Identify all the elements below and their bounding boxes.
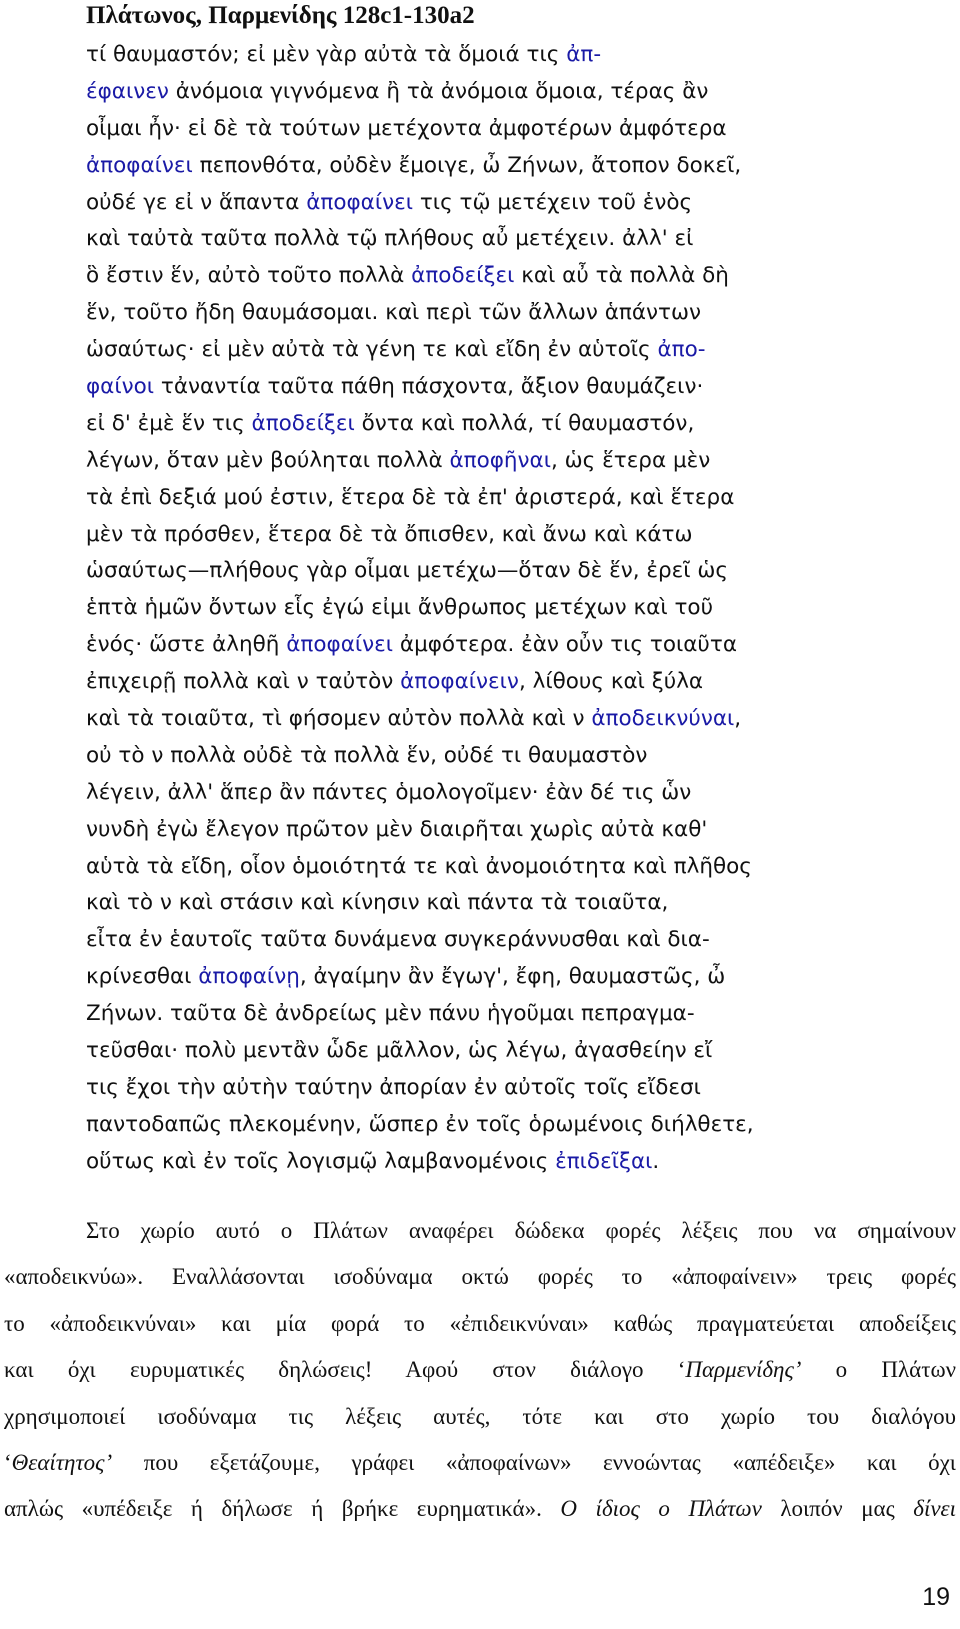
italic-text: Παρμενίδης’ <box>685 1357 802 1383</box>
text-run: καὶ αὖ τὰ πολλὰ δὴ <box>514 263 729 289</box>
quote-heading: Πλάτωνος, Παρμενίδης 128c1-130a2 <box>86 2 475 29</box>
commentary-paragraph <box>4 1208 956 1533</box>
text-run: οὐδέ γε εἰ ν ἅπαντα <box>86 189 307 215</box>
quote-line <box>86 480 946 517</box>
text-run: οὕτως καὶ ἐν τοῖς λογισμῷ λαμβανομένοις <box>86 1148 556 1174</box>
paragraph-line <box>4 1486 956 1532</box>
text-run: , <box>734 706 742 732</box>
highlighted-keyword: ἐπιδεῖξαι <box>555 1148 653 1174</box>
text-run: και όχι ευρυματικές δηλώσεις! Αφού στον διάλογο ‘ <box>4 1357 686 1383</box>
quote-line <box>86 369 946 406</box>
text-run: παντοδαπῶς πλεκομένην, ὥσπερ ἐν τοῖς ὁρωμένοις διήλθετε, <box>86 1111 754 1137</box>
quote-line <box>86 1033 946 1070</box>
quote-line <box>86 1070 946 1107</box>
italic-text: Ο ίδιος ο Πλάτων <box>560 1496 762 1522</box>
highlighted-keyword: ἀπο- <box>657 337 706 363</box>
greek-quote-block <box>86 37 946 1181</box>
text-run: καὶ τὰ τοιαῦτα, τὶ φήσομεν αὐτὸν πολλὰ καὶ ν <box>86 706 592 732</box>
text-run: νυνδὴ ἐγὼ ἔλεγον πρῶτον μὲν διαιρῆται χωρὶς αὐτὰ καθ' <box>86 816 708 842</box>
text-run: το «ἀποδεικνύναι» και μία φορά το «ἐπιδεικνύναι» καθώς πραγματεύεται αποδείξεις <box>4 1310 956 1336</box>
quote-line <box>86 738 946 775</box>
text-run: αὑτὰ τὰ εἴδη, οἷον ὁμοιότητά τε καὶ ἀνομοιότητα καὶ πλῆθος <box>86 853 752 879</box>
text-run: κρίνεσθαι <box>86 964 199 990</box>
quote-line <box>86 627 946 664</box>
text-run: ἑνός· ὥστε ἀληθῆ <box>86 632 287 658</box>
text-run: . <box>652 1148 660 1174</box>
highlighted-keyword: ἀποφαίνει <box>86 152 193 178</box>
highlighted-keyword: ἀποδεικνύναι <box>591 706 735 732</box>
quote-line <box>86 332 946 369</box>
text-run: τί θαυμαστόν; εἰ μὲν γὰρ αὐτὰ τὰ ὅμοιά τις <box>86 42 567 67</box>
quote-line <box>86 406 946 443</box>
highlighted-keyword: ἀποφαίνει <box>286 632 394 658</box>
paragraph-line <box>4 1301 956 1347</box>
quote-line <box>86 37 946 74</box>
quote-line <box>86 443 946 480</box>
paragraph-line <box>4 1254 956 1300</box>
text-run: ὡσαύτως—πλήθους γὰρ οἶμαι μετέχω—ὅταν δὲ ἕν, ἐρεῖ ὡς <box>86 558 729 584</box>
quote-line <box>86 517 946 554</box>
text-run: , ὡς ἕτερα μὲν <box>551 447 711 473</box>
italic-text: Θεαίτητος’ <box>11 1449 113 1475</box>
text-run: εἰ δ' ἐμὲ ἕν τις <box>86 410 252 436</box>
text-run: τεῦσθαι· πολὺ μεντἂν ὧδε μᾶλλον, ὡς λέγω, ἀγασθείην εἴ <box>86 1038 713 1064</box>
quote-line <box>86 258 946 295</box>
text-run: που εξετάζουμε, γράφει «ἀποφαίνων» εννοώντας «απέδειξε» και όχι <box>112 1449 956 1475</box>
text-run: τις τῷ μετέχειν τοῦ ἑνὸς <box>413 189 693 215</box>
text-run: εἶτα ἐν ἑαυτοῖς ταῦτα δυνάμενα συγκεράννυσθαι καὶ δια- <box>86 927 710 953</box>
quote-line <box>86 74 946 111</box>
quote-line <box>86 295 946 332</box>
text-run: λοιπόν μας <box>761 1496 914 1522</box>
quote-line <box>86 959 946 996</box>
highlighted-keyword: ἀποδείξει <box>411 263 515 289</box>
highlighted-keyword: ἀποφαίνειν <box>400 669 519 695</box>
text-run: τὰ ἐπὶ δεξιά μού ἐστιν, ἕτερα δὲ τὰ ἐπ' ἀριστερά, καὶ ἕτερα <box>86 484 735 510</box>
text-run: οἶμαι ἦν· εἰ δὲ τὰ τούτων μετέχοντα ἀμφοτέρων ἀμφότερα <box>86 115 727 141</box>
paragraph-line <box>4 1208 956 1254</box>
highlighted-keyword: ἀπ- <box>566 42 602 67</box>
quote-line <box>86 185 946 222</box>
paragraph-line <box>4 1440 956 1486</box>
text-run: πεπονθότα, οὐδὲν ἔμοιγε, ὦ Ζήνων, ἄτοπον δοκεῖ, <box>192 152 742 178</box>
text-run: τἀναντία ταῦτα πάθη πάσχοντα, ἄξιον θαυμάζειν· <box>154 374 704 400</box>
text-run: ἐπιχειρῇ πολλὰ καὶ ν ταὐτὸν <box>86 669 401 695</box>
text-run: τις ἔχοι τὴν αὐτὴν ταύτην ἀπορίαν ἐν αὐτοῖς τοῖς εἴδεσι <box>86 1074 701 1100</box>
paragraph-line <box>4 1394 956 1440</box>
text-run: , ἀγαίμην ἂν ἔγωγ', ἔφη, θαυμαστῶς, ὦ <box>299 964 726 990</box>
quote-line <box>86 996 946 1033</box>
quote-line <box>86 1144 946 1181</box>
paragraph-line <box>4 1347 956 1393</box>
text-run: Ζήνων. ταῦτα δὲ ἀνδρείως μὲν πάνυ ἡγοῦμαι πεπραγμα- <box>86 1001 695 1027</box>
text-run: ὡσαύτως· εἰ μὲν αὐτὰ τὰ γένη τε καὶ εἴδη ἐν αὑτοῖς <box>86 337 658 363</box>
quote-line <box>86 775 946 812</box>
quote-line <box>86 111 946 148</box>
text-run: απλώς «υπέδειξε ή δήλωσε ή βρήκε ευρηματικά». <box>4 1496 561 1522</box>
text-run: ἀμφότερα. ἐὰν οὖν τις τοιαῦτα <box>393 632 737 658</box>
text-run: λέγων, ὅταν μὲν βούληται πολλὰ <box>86 447 450 473</box>
text-run: καὶ τὸ ν καὶ στάσιν καὶ κίνησιν καὶ πάντα τὰ τοιαῦτα, <box>86 890 669 916</box>
text-run: ἑπτὰ ἡμῶν ὄντων εἷς ἐγώ εἰμι ἄνθρωπος μετέχων καὶ τοῦ <box>86 595 714 621</box>
highlighted-keyword: ἀποφαίνῃ <box>198 964 300 990</box>
highlighted-keyword: ἀποφῆναι <box>449 447 551 473</box>
quote-line <box>86 922 946 959</box>
page-number: 19 <box>922 1583 950 1611</box>
highlighted-keyword: φαίνοι <box>86 374 155 400</box>
text-run: «αποδεικνύω». Εναλλάσονται ισοδύναμα οκτώ φορές το «ἀποφαίνειν» τρεις φορές <box>4 1264 956 1290</box>
text-run: Στο χωρίο αυτό ο Πλάτων αναφέρει δώδεκα φορές λέξεις που να σημαίνουν <box>86 1218 956 1243</box>
text-run: ὄντα καὶ πολλά, τί θαυμαστόν, <box>354 410 695 436</box>
quote-line <box>86 1107 946 1144</box>
quote-line <box>86 664 946 701</box>
highlighted-keyword: ἀποφαίνει <box>306 189 414 215</box>
text-run: καὶ ταὐτὰ ταῦτα πολλὰ τῷ πλήθους αὖ μετέχειν. ἀλλ' εἰ <box>86 226 694 252</box>
text-run: ἀνόμοια γιγνόμενα ἢ τὰ ἀνόμοια ὅμοια, τέρας ἂν <box>168 78 709 104</box>
text-run: ο Πλάτων <box>801 1357 956 1383</box>
text-run: οὐ τὸ ν πολλὰ οὐδὲ τὰ πολλὰ ἕν, οὐδέ τι θαυμαστὸν <box>86 742 648 768</box>
quote-line <box>86 849 946 886</box>
text-run: χρησιμοποιεί ισοδύναμα τις λέξεις αυτές, τότε και στο χωρίο του διαλόγου <box>4 1403 956 1429</box>
quote-line <box>86 590 946 627</box>
text-run: , λίθους καὶ ξύλα <box>518 669 704 695</box>
text-run: ‘ <box>4 1449 12 1475</box>
highlighted-keyword: έφαινεν <box>86 78 169 104</box>
text-run: μὲν τὰ πρόσθεν, ἕτερα δὲ τὰ ὄπισθεν, καὶ ἄνω καὶ κάτω <box>86 521 693 547</box>
quote-line <box>86 701 946 738</box>
quote-line <box>86 221 946 258</box>
text-run: ἕν, τοῦτο ἤδη θαυμάσομαι. καὶ περὶ τῶν ἄλλων ἁπάντων <box>86 300 701 326</box>
quote-line <box>86 148 946 185</box>
quote-line <box>86 812 946 849</box>
text-run: λέγειν, ἀλλ' ἅπερ ἂν πάντες ὁμολογοῖμεν· ἐὰν δέ τις ὧν <box>86 779 692 805</box>
quote-line <box>86 885 946 922</box>
text-run: ὃ ἔστιν ἕν, αὐτὸ τοῦτο πολλὰ <box>86 263 412 289</box>
highlighted-keyword: ἀποδείξει <box>251 410 355 436</box>
quote-line <box>86 553 946 590</box>
italic-text: δίνει <box>913 1496 957 1522</box>
